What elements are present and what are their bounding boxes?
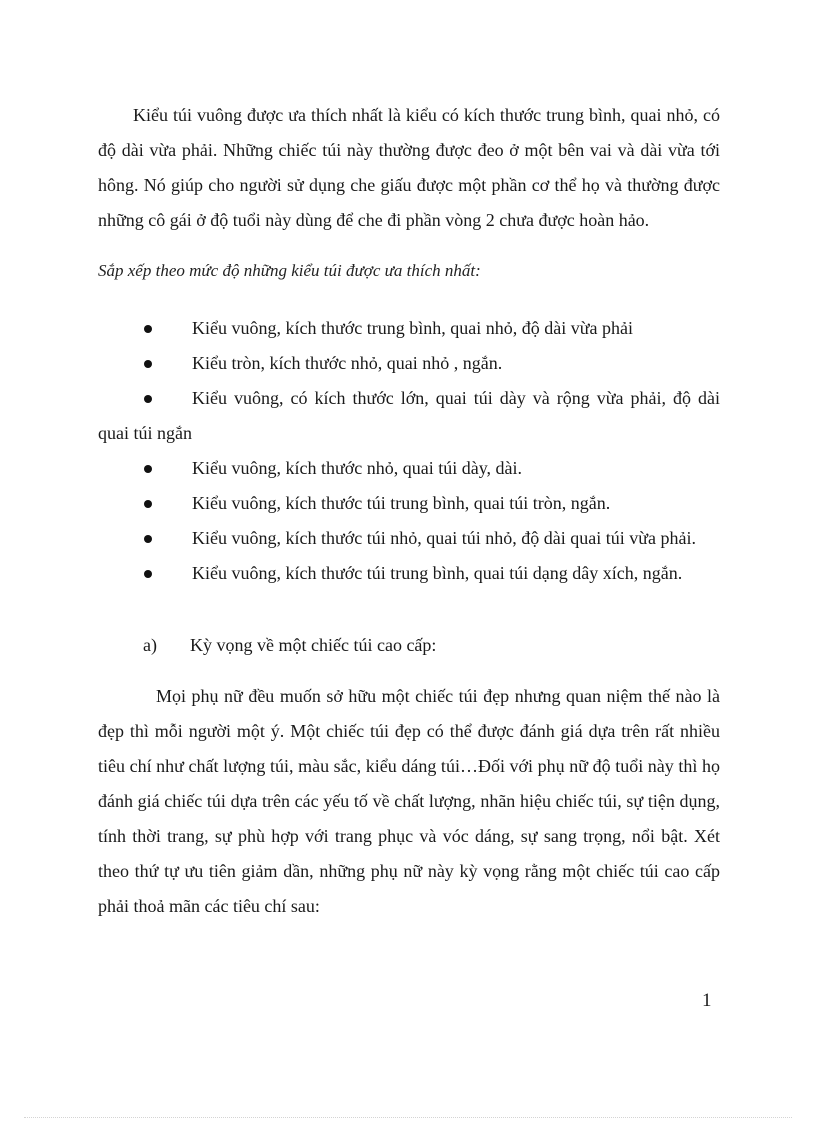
list-item [98,346,720,381]
section-label: a) [143,635,157,655]
page-bottom-divider [24,1117,792,1118]
page-number: 1 [702,990,712,1011]
bullet-icon [144,325,152,333]
intro-paragraph: Kiểu túi vuông được ưa thích nhất là kiểu có kích thước trung bình, quai nhỏ, có độ dài vừa phải. Những chiếc túi này thường được đeo ở một bên vai và dài vừa tới hông. Nó giúp cho người sử dụng che giấu được một phần cơ thể họ và thường được những cô gái ở độ tuổi này dùng để che đi phần vòng 2 chưa được hoàn hảo. [98,105,720,230]
bullet-icon [144,535,152,543]
list-item [98,381,720,451]
list-item-text: Kiểu tròn, kích thước nhỏ, quai nhỏ , ngắn. [192,353,503,373]
bullet-icon [144,465,152,473]
list-item-text: Kiểu vuông, kích thước trung bình, quai nhỏ, độ dài vừa phải [192,318,633,338]
list-item-text: Kiểu vuông, kích thước túi trung bình, quai túi dạng dây xích, ngắn. [192,563,683,583]
list-item-text: Kiểu vuông, kích thước túi nhỏ, quai túi nhỏ, độ dài quai túi vừa phải. [192,528,696,548]
list-item-text: Kiểu vuông, kích thước túi trung bình, quai túi tròn, ngắn. [192,493,611,513]
list-item-text: Kiểu vuông, kích thước nhỏ, quai túi dày, dài. [192,458,523,478]
bullet-icon [144,500,152,508]
list-item [98,311,720,346]
list-item [98,556,720,591]
list-item [98,451,720,486]
section-title: Kỳ vọng về một chiếc túi cao cấp: [190,635,437,655]
list-item [98,521,720,556]
bullet-icon [144,360,152,368]
list-item [98,486,720,521]
bullet-icon [144,395,152,403]
list-item-text: Kiểu vuông, có kích thước lớn, quai túi dày và rộng vừa phải, độ dài quai túi ngắn [98,388,720,443]
bag-style-list [98,311,720,591]
bullet-icon [144,570,152,578]
expectation-paragraph: Mọi phụ nữ đều muốn sở hữu một chiếc túi đẹp nhưng quan niệm thế nào là đẹp thì mỗi người một ý. Một chiếc túi đẹp có thể được đánh giá dựa trên rất nhiều tiêu chí như chất lượng túi, màu sắc, kiểu dáng túi…Đối với phụ nữ độ tuổi này thì họ đánh giá chiếc túi dựa trên các yếu tố về chất lượng, nhãn hiệu chiếc túi, sự tiện dụng, tính thời trang, sự phù hợp với trang phục và vóc dáng, sự sang trọng, nổi bật. Xét theo thứ tự ưu tiên giảm dần, những phụ nữ này kỳ vọng rằng một chiếc túi cao cấp phải thoả mãn các tiêu chí sau: [98,686,720,916]
ranking-intro: Sắp xếp theo mức độ những kiểu túi được ưa thích nhất: [98,261,481,280]
section-heading [143,628,436,663]
